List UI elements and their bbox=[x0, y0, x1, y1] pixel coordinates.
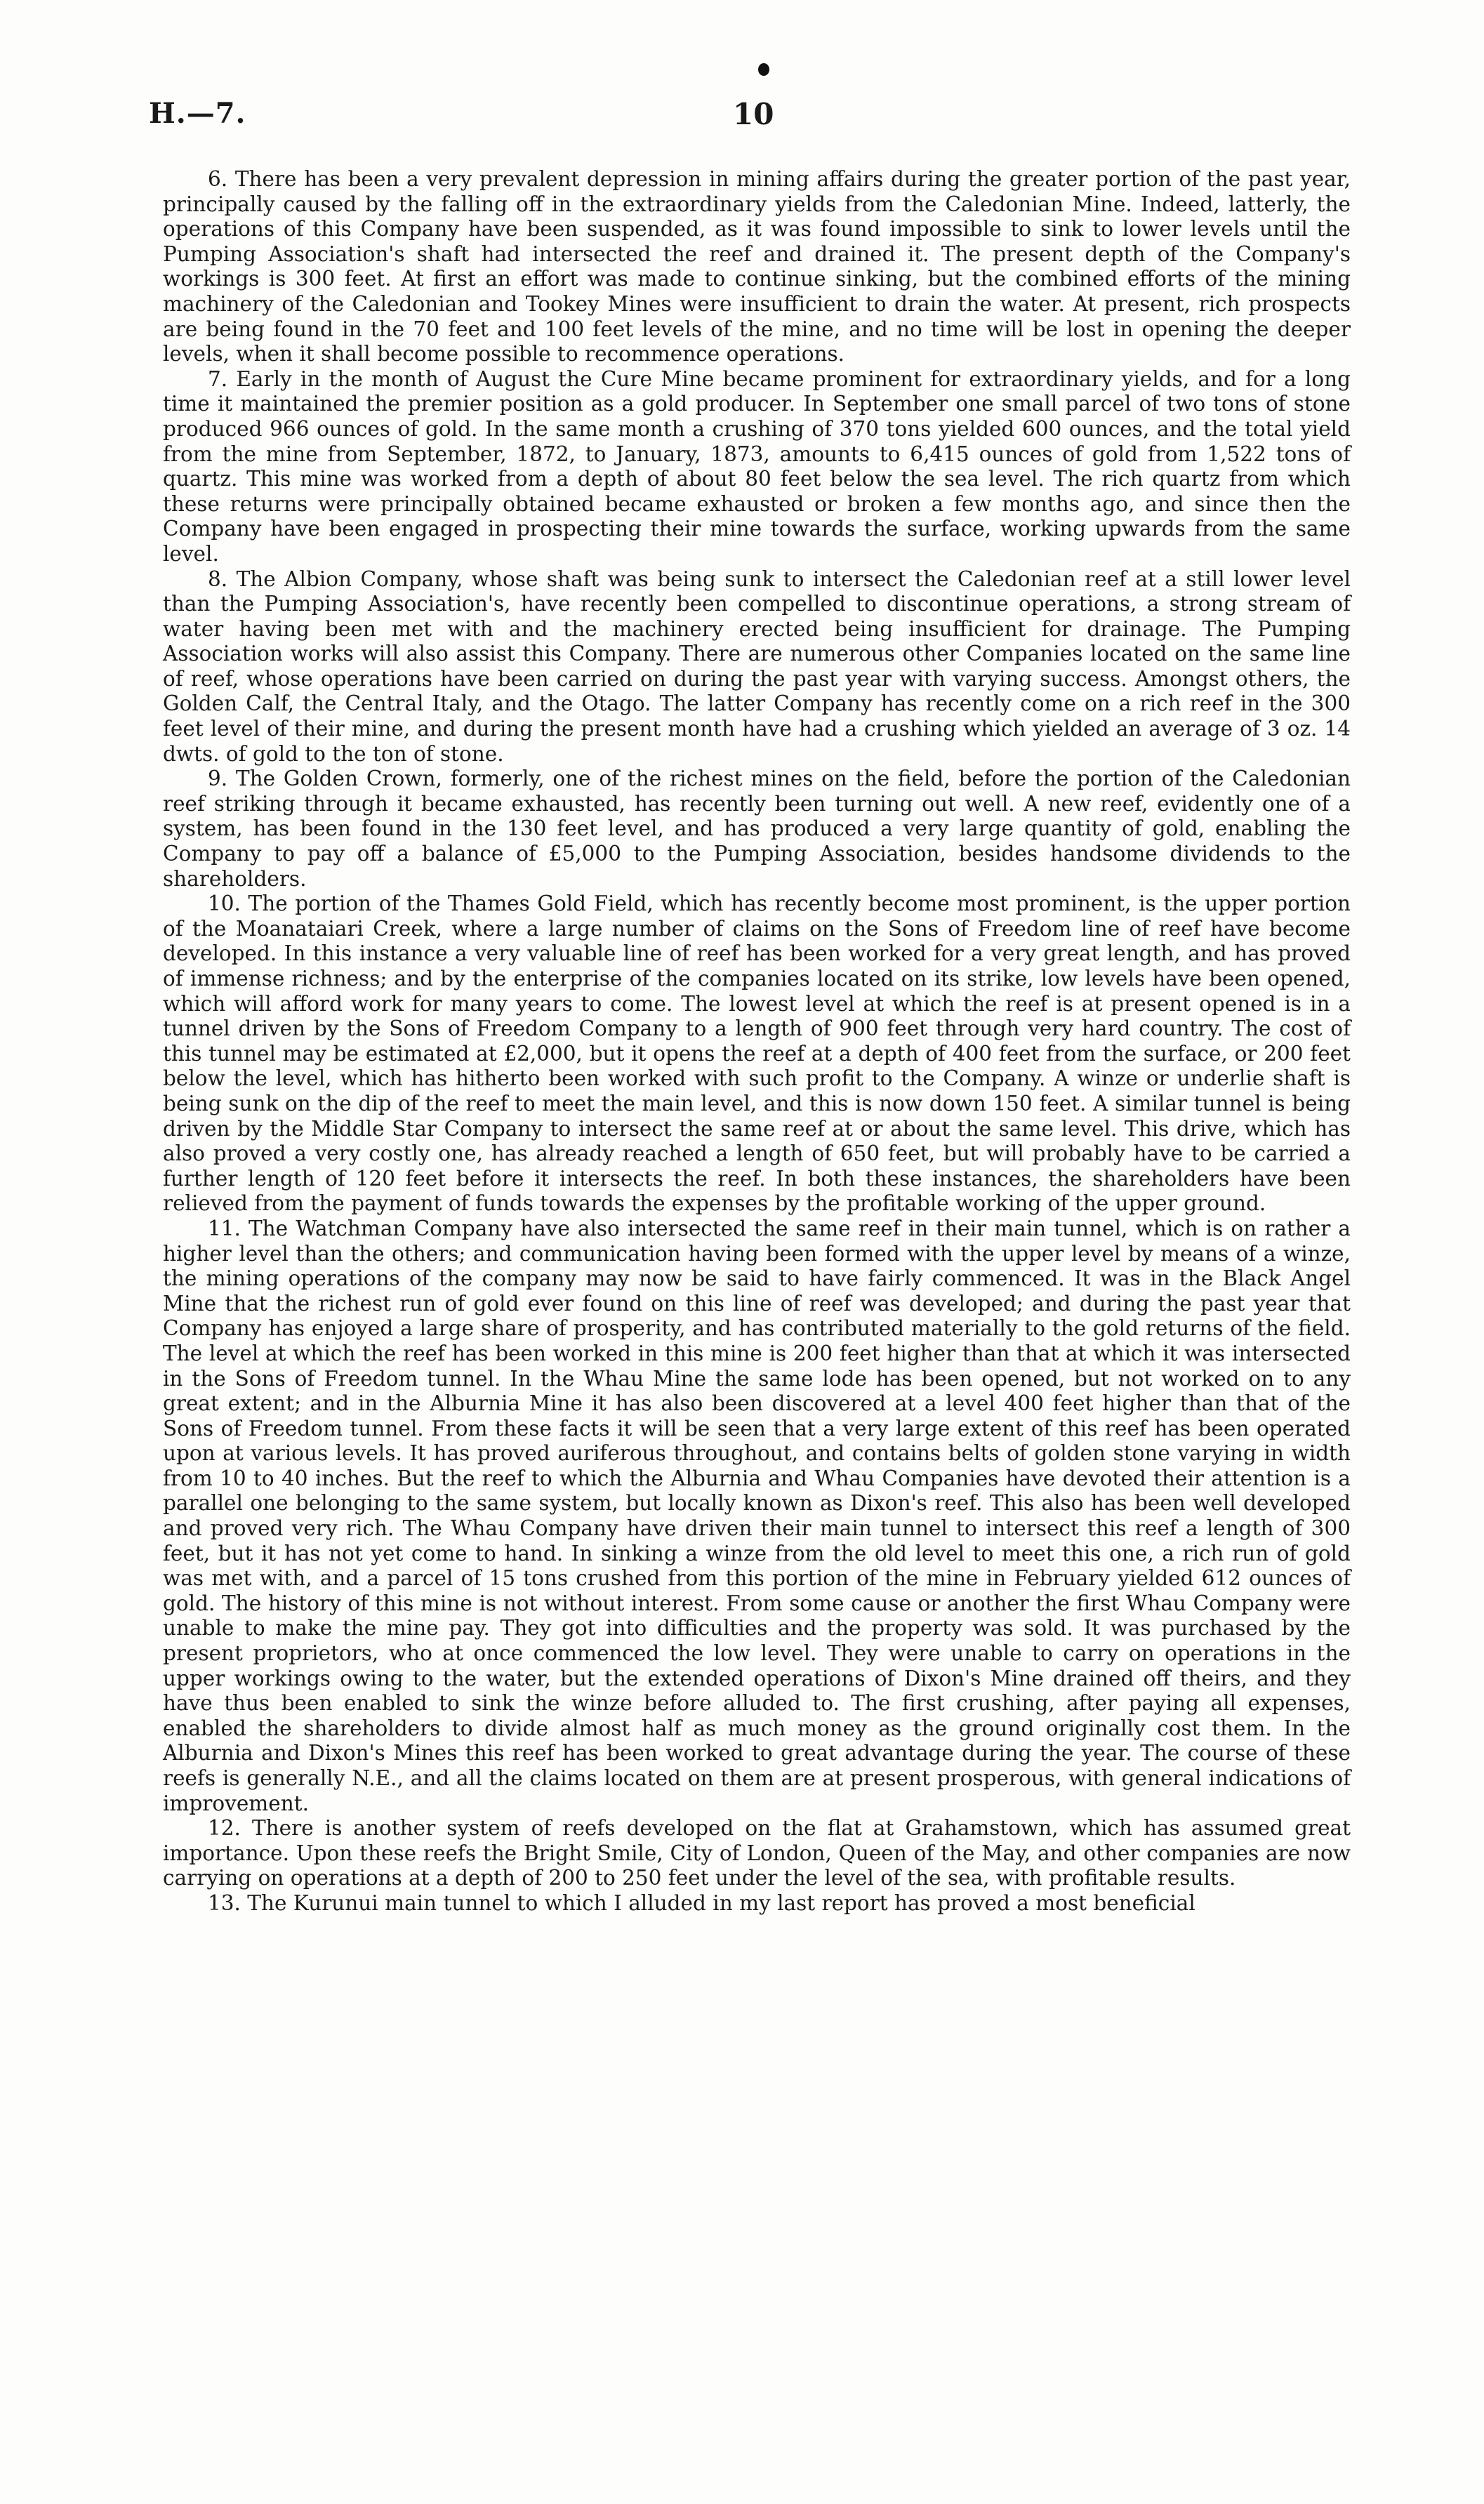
ink-dot bbox=[758, 63, 769, 76]
document-code: H.—7. bbox=[149, 97, 246, 130]
page-header bbox=[149, 97, 1335, 146]
paragraph-11: 11. The Watchman Company have also intersected the same reef in their main tunnel, which is on rather a higher level than the others; and communication having been formed with the upper level by means of a winze, the mining operations of the company may now be said to have fairly commenced. It was in the Black Angel Mine that the richest run of gold ever found on this line of reef was developed; and during the past year that Company has enjoyed a large share of prosperity, and has contributed materially to the gold returns of the field. The level at which the reef has been worked in this mine is 200 feet higher than that at which it was intersected in the Sons of Freedom tunnel. In the Whau Mine the same lode has been opened, but not worked on to any great extent; and in the Alburnia Mine it has also been discovered at a level 400 feet higher than that of the Sons of Freedom tunnel. From these facts it will be seen that a very large extent of this reef has been operated upon at various levels. It has proved auriferous throughout, and contains belts of golden stone varying in width from 10 to 40 inches. But the reef to which the Alburnia and Whau Companies have devoted their attention is a parallel one belonging to the same system, but locally known as Dixon's reef. This also has been well developed and proved very rich. The Whau Company have driven their main tunnel to intersect this reef a length of 300 feet, but it has not yet come to hand. In sinking a winze from the old level to meet this one, a rich run of gold was met with, and a parcel of 15 tons crushed from this portion of the mine in February yielded 612 ounces of gold. The history of this mine is not without interest. From some cause or another the first Whau Company were unable to make the mine pay. They got into difficulties and the property was sold. It was purchased by the present proprietors, who at once commenced the low level. They were unable to carry on operations in the upper workings owing to the water, but the extended operations of Dixon's Mine drained off theirs, and they have thus been enabled to sink the winze before alluded to. The first crushing, after paying all expenses, enabled the shareholders to divide almost half as much money as the ground originally cost them. In the Alburnia and Dixon's Mines this reef has been worked to great advantage during the year. The course of these reefs is generally N.E., and all the claims located on them are at present prosperous, with general indications of improvement. bbox=[163, 1216, 1351, 1815]
paragraph-12: 12. There is another system of reefs developed on the flat at Grahamstown, which has assumed great importance. Upon these reefs the Bright Smile, City of London, Queen of the May, and other companies are now carrying on operations at a depth of 200 to 250 feet under the level of the sea, with profitable results. bbox=[163, 1816, 1351, 1890]
page-number: 10 bbox=[733, 97, 774, 131]
paragraph-8: 8. The Albion Company, whose shaft was being sunk to intersect the Caledonian reef at a still lower level than the Pumping Association's, have recently been compelled to discontinue operations, a strong stream of water having been met with and the machinery erected being insufficient for drainage. The Pumping Association works will also assist this Company. There are numerous other Companies located on the same line of reef, whose operations have been carried on during the past year with varying success. Amongst others, the Golden Calf, the Central Italy, and the Otago. The latter Company has recently come on a rich reef in the 300 feet level of their mine, and during the present month have had a crushing which yielded an average of 3 oz. 14 dwts. of gold to the ton of stone. bbox=[163, 567, 1351, 766]
paragraph-10: 10. The portion of the Thames Gold Field, which has recently become most prominent, is the upper portion of the Moanataiari Creek, where a large number of claims on the Sons of Freedom line of reef have become developed. In this instance a very valuable line of reef has been worked for a very great length, and has proved of immense richness; and by the enterprise of the companies located on its strike, low levels have been opened, which will afford work for many years to come. The lowest level at which the reef is at present opened is in a tunnel driven by the Sons of Freedom Company to a length of 900 feet through very hard country. The cost of this tunnel may be estimated at £2,000, but it opens the reef at a depth of 400 feet from the surface, or 200 feet below the level, which has hitherto been worked with such profit to the Company. A winze or underlie shaft is being sunk on the dip of the reef to meet the main level, and this is now down 150 feet. A similar tunnel is being driven by the Middle Star Company to intersect the same reef at or about the same level. This drive, which has also proved a very costly one, has already reached a length of 650 feet, but will probably have to be carried a further length of 120 feet before it intersects the reef. In both these instances, the shareholders have been relieved from the payment of funds towards the expenses by the profitable working of the upper ground. bbox=[163, 892, 1351, 1216]
paragraph-13: 13. The Kurunui main tunnel to which I alluded in my last report has proved a most beneficial bbox=[208, 1890, 1195, 1915]
paragraph-9: 9. The Golden Crown, formerly, one of the richest mines on the field, before the portion of the Caledonian reef striking through it became exhausted, has recently been turning out well. A new reef, evidently one of a system, has been found in the 130 feet level, and has produced a very large quantity of gold, enabling the Company to pay off a balance of £5,000 to the Pumping Association, besides handsome dividends to the shareholders. bbox=[163, 767, 1351, 891]
paragraph-6: 6. There has been a very prevalent depression in mining affairs during the greater portion of the past year, principally caused by the falling off in the extraordinary yields from the Caledonian Mine. Indeed, latterly, the operations of this Company have been suspended, as it was found impossible to sink to lower levels until the Pumping Association's shaft had intersected the reef and drained it. The present depth of the Company's workings is 300 feet. At first an effort was made to continue sinking, but the combined efforts of the mining machinery of the Caledonian and Tookey Mines were insufficient to drain the water. At present, rich prospects are being found in the 70 feet and 100 feet levels of the mine, and no time will be lost in opening the deeper levels, when it shall become possible to recommence operations. bbox=[163, 167, 1351, 366]
body-text bbox=[163, 167, 1351, 1916]
paragraph-7: 7. Early in the month of August the Cure Mine became prominent for extraordinary yields, and for a long time it maintained the premier position as a gold producer. In September one small parcel of two tons of stone produced 966 ounces of gold. In the same month a crushing of 370 tons yielded 600 ounces, and the total yield from the mine from September, 1872, to January, 1873, amounts to 6,415 ounces of gold from 1,522 tons of quartz. This mine was worked from a depth of about 80 feet below the sea level. The rich quartz from which these returns were principally obtained became exhausted or broken a few months ago, and since then the Company have been engaged in prospecting their mine towards the surface, working upwards from the same level. bbox=[163, 366, 1351, 566]
